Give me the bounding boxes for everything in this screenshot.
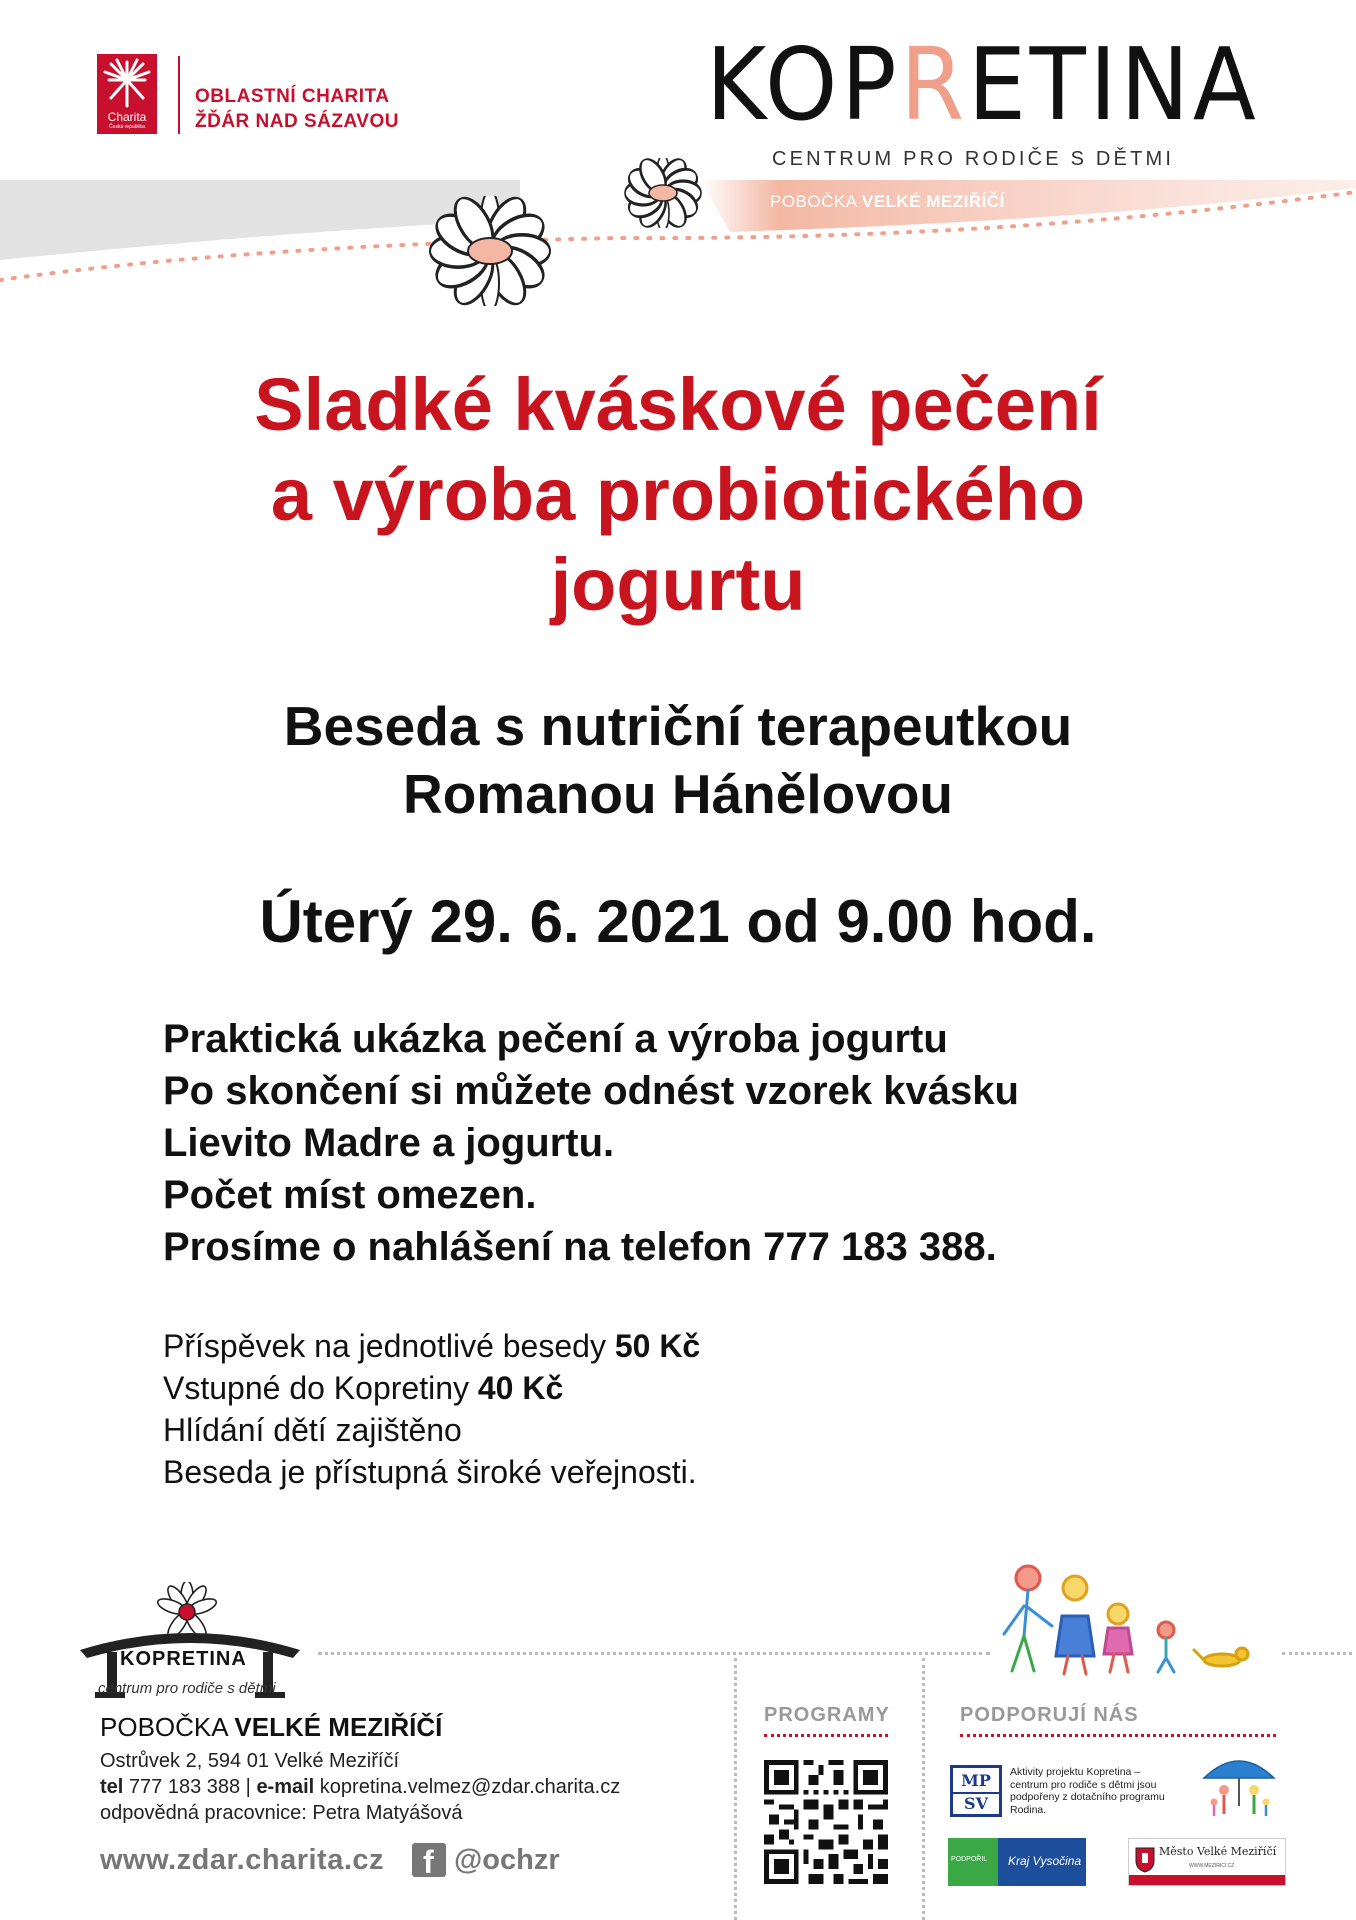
website-link[interactable]: www.zdar.charita.cz [100, 1843, 385, 1876]
city-logo-bar [1129, 1875, 1285, 1885]
programy-underline [764, 1734, 888, 1737]
vysocina-label-supported: PODPOŘIL [951, 1856, 988, 1863]
phone-email-line [100, 1774, 620, 1800]
charita-logo-word: Charita [107, 110, 147, 124]
event-date: Úterý 29. 6. 2021 od 9.00 hod. [259, 888, 1097, 955]
office-town: VELKÉ MEZIŘÍČÍ [234, 1712, 443, 1742]
qr-code-icon[interactable] [764, 1760, 888, 1884]
address: Ostrůvek 2, 594 01 Velké Meziříčí [100, 1750, 400, 1772]
event-subtitle [0, 692, 1356, 828]
detail-line: Lievito Madre a jogurtu. [163, 1121, 615, 1165]
city-shield-icon [1135, 1847, 1155, 1873]
wordmark-part-1: KOP [706, 26, 901, 143]
wordmark-accent-letter: R [900, 26, 968, 143]
fees-info [163, 1325, 700, 1493]
footer-dotted-line [318, 1652, 990, 1655]
tel-label: tel [100, 1776, 124, 1798]
mpsv-logo-top: MP [961, 1771, 991, 1790]
charita-logo-subtext: Česká republika [109, 124, 145, 130]
subtitle-line: Romanou Hánělovou [402, 763, 954, 825]
kraj-vysocina-logo [948, 1838, 1086, 1886]
facebook-handle: @ochzr [454, 1843, 560, 1876]
event-details [163, 1013, 1019, 1273]
branch-prefix: POBOČKA [770, 192, 857, 211]
event-title-line: a výroba probiotického [270, 453, 1086, 536]
fee-text: Vstupné do Kopretiny [163, 1370, 478, 1406]
daisy-large-icon [395, 196, 585, 306]
fee-price: 40 Kč [477, 1370, 564, 1406]
responsible-person: odpovědná pracovnice: Petra Matyášová [100, 1802, 463, 1824]
programy-label: PROGRAMY [764, 1704, 890, 1726]
charita-name-line2: ŽĎÁR NAD SÁZAVOU [195, 111, 399, 132]
supporters-underline [960, 1734, 1276, 1737]
fee-text: Příspěvek na jednotlivé besedy [163, 1328, 615, 1364]
branch-name: VELKÉ MEZIŘÍČÍ [861, 192, 1005, 211]
web-row [100, 1840, 560, 1880]
charita-logo [97, 54, 157, 134]
charita-cross-icon [97, 54, 157, 112]
event-title-line: Sladké kváskové pečení [254, 363, 1102, 446]
rodina-program-logo-icon [1198, 1748, 1280, 1822]
facebook-icon: f [412, 1843, 446, 1877]
event-title [0, 360, 1356, 630]
office-name [100, 1712, 442, 1743]
daisy-small-icon [598, 158, 728, 228]
branch-band-label [770, 192, 1005, 212]
charita-name-line1: OBLASTNÍ CHARITA [195, 86, 390, 107]
footer-logo-subtitle: centrum pro rodiče s dětmi [98, 1680, 276, 1697]
facebook-link[interactable] [412, 1843, 560, 1880]
family-drawing-icon [990, 1556, 1280, 1681]
detail-line: Po skončení si můžete odnést vzorek kvásku [163, 1069, 1019, 1113]
fee-line-besedy [163, 1325, 700, 1367]
tel-value[interactable]: 777 183 388 | [123, 1776, 257, 1798]
detail-line: Praktická ukázka pečení a výroba jogurtu [163, 1017, 948, 1061]
detail-line: Počet míst omezen. [163, 1173, 537, 1217]
footer-divider [922, 1658, 925, 1920]
fee-line-vstupne [163, 1367, 700, 1409]
mpsv-logo-bottom: SV [953, 1792, 999, 1814]
mpsv-logo [950, 1765, 1002, 1817]
subtitle-line: Beseda s nutriční terapeutkou [283, 695, 1073, 757]
mpsv-support-text: Aktivity projektu Kopretina – centrum pro rodiče s dětmi jsou podpořeny z dotačního programu Rodina. [1010, 1766, 1165, 1816]
footer-divider [734, 1658, 737, 1920]
detail-line: Prosíme o nahlášení na telefon 777 183 388. [163, 1225, 997, 1269]
kopretina-subtitle: CENTRUM PRO RODIČE S DĚTMI [772, 148, 1175, 170]
kopretina-wordmark [706, 26, 1260, 143]
contact-info [100, 1748, 620, 1826]
footer-dotted-line [1282, 1652, 1352, 1655]
event-title-line: jogurtu [550, 543, 806, 626]
mesto-velke-mezirici-logo [1128, 1838, 1286, 1886]
vysocina-label-name: Kraj Vysočina [1008, 1854, 1082, 1868]
email-value[interactable]: kopretina.velmez@zdar.charita.cz [314, 1776, 621, 1798]
fee-price: 50 Kč [614, 1328, 701, 1364]
charita-divider [178, 56, 180, 134]
footer-logo-name: KOPRETINA [120, 1648, 247, 1670]
supporters-label: PODPORUJÍ NÁS [960, 1704, 1139, 1726]
city-name: Město Velké Meziříčí [1159, 1845, 1277, 1858]
note-line: Beseda je přístupná široké veřejnosti. [163, 1454, 697, 1490]
note-line: Hlídání dětí zajištěno [163, 1412, 462, 1448]
city-url: WWW.MEZIRICI.CZ [1189, 1863, 1235, 1869]
wordmark-part-2: ETINA [967, 26, 1260, 143]
email-label: e-mail [256, 1776, 315, 1798]
office-prefix: POBOČKA [100, 1712, 235, 1742]
charita-organization-name [195, 84, 399, 134]
